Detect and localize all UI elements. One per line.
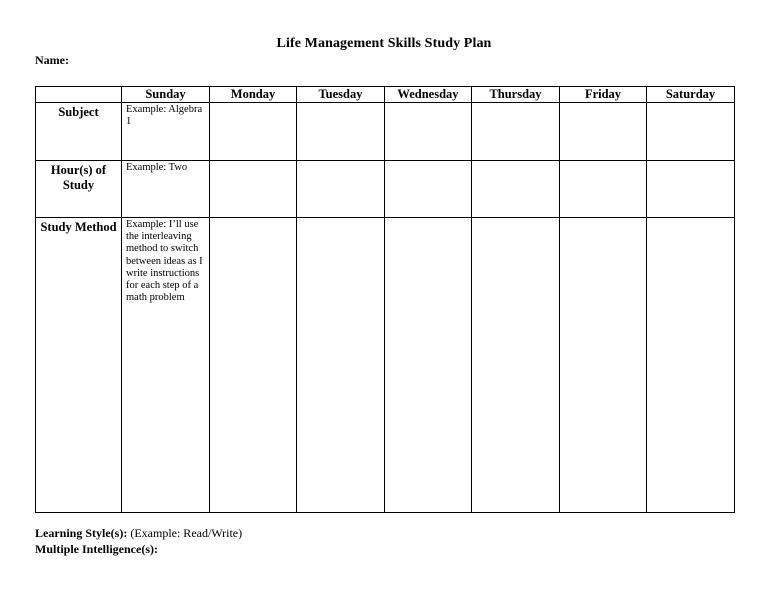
header-monday: Monday — [210, 87, 297, 103]
table-row-hours — [36, 161, 735, 218]
hours-monday-cell[interactable] — [210, 161, 297, 218]
study-plan-table — [35, 86, 735, 513]
method-monday-cell[interactable] — [210, 218, 297, 513]
row-label-hours: Hour(s) of Study — [36, 161, 122, 218]
learning-style-line — [35, 526, 242, 541]
header-corner-cell — [36, 87, 122, 103]
document-title: Life Management Skills Study Plan — [276, 36, 492, 51]
method-wednesday-cell[interactable] — [385, 218, 472, 513]
subject-friday-cell[interactable] — [560, 103, 647, 161]
subject-thursday-cell[interactable] — [472, 103, 560, 161]
name-label: Name: — [35, 53, 69, 67]
learning-style-label: Learning Style(s): — [35, 526, 128, 540]
header-tuesday: Tuesday — [297, 87, 385, 103]
method-friday-cell[interactable] — [560, 218, 647, 513]
row-label-method: Study Method — [36, 218, 122, 513]
method-sunday-cell[interactable]: Example: I’ll use the interleaving method to switch between ideas as I write instructions for each step of a math problem — [122, 218, 210, 513]
subject-sunday-cell[interactable]: Example: Algebra 1 — [122, 103, 210, 161]
header-sunday: Sunday — [122, 87, 210, 103]
multiple-intelligence-line — [35, 542, 158, 557]
subject-monday-cell[interactable] — [210, 103, 297, 161]
hours-tuesday-cell[interactable] — [297, 161, 385, 218]
learning-style-value: (Example: Read/Write) — [127, 526, 243, 540]
hours-sunday-cell[interactable]: Example: Two — [122, 161, 210, 218]
header-wednesday: Wednesday — [385, 87, 472, 103]
subject-wednesday-cell[interactable] — [385, 103, 472, 161]
method-thursday-cell[interactable] — [472, 218, 560, 513]
method-saturday-cell[interactable] — [647, 218, 735, 513]
hours-thursday-cell[interactable] — [472, 161, 560, 218]
header-friday: Friday — [560, 87, 647, 103]
hours-saturday-cell[interactable] — [647, 161, 735, 218]
table-row-subject — [36, 103, 735, 161]
table-row-method — [36, 218, 735, 513]
method-tuesday-cell[interactable] — [297, 218, 385, 513]
subject-tuesday-cell[interactable] — [297, 103, 385, 161]
multiple-intelligence-label: Multiple Intelligence(s): — [35, 542, 158, 556]
hours-friday-cell[interactable] — [560, 161, 647, 218]
header-row — [36, 87, 735, 103]
header-saturday: Saturday — [647, 87, 735, 103]
row-label-subject: Subject — [36, 103, 122, 161]
subject-saturday-cell[interactable] — [647, 103, 735, 161]
header-thursday: Thursday — [472, 87, 560, 103]
hours-wednesday-cell[interactable] — [385, 161, 472, 218]
